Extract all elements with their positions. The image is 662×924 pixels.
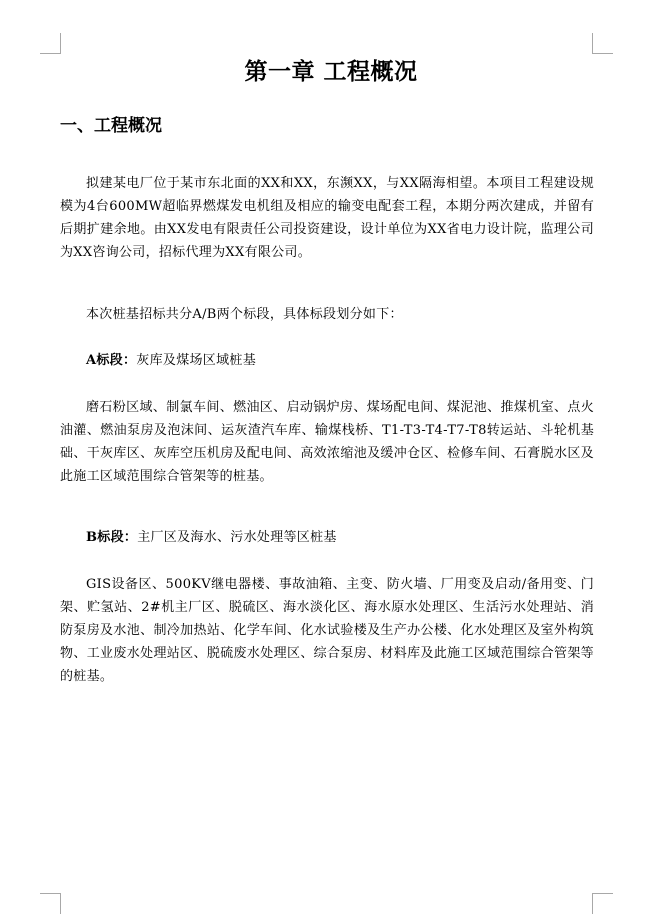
chapter-title: 第一章 工程概况 [244,58,418,85]
section-b-title: 主厂区及海水、污水处理等区桩基 [137,530,337,545]
section-a-body: 磨石粉区域、制氯车间、燃油区、启动锅炉房、煤场配电间、煤泥池、推煤机室、点火油灌、燃油泵房及泡沫间、运灰渣汽车库、输煤栈桥、T1-T3-T4-T7-T8转运站、斗轮机基础、干灰库区、灰库空压机房及配电间、高效浓缩池及缓冲仓区、检修车间、石膏脱水区及此施工区域范围综合管架等的桩基。 [60,400,594,484]
section-b-heading [60,526,594,549]
section-a-label: A标段： [86,353,137,368]
page-corner-mark-bottom-left [40,893,61,914]
overview-paragraph: 拟建某电厂位于某市东北面的XX和XX，东濒XX，与XX隔海相望。本项目工程建设规模为4台600MW超临界燃煤发电机组及相应的输变电配套工程，本期分两次建成，并留有后期扩建余地。由XX发电有限责任公司投资建设，设计单位为XX省电力设计院，监理公司为XX咨询公司，招标代理为XX有限公司。 [60,176,594,260]
section-a-title: 灰库及煤场区域桩基 [136,353,256,368]
page-corner-mark-top-left [40,33,61,54]
section-heading: 一、工程概况 [60,116,162,136]
page-corner-mark-top-right [592,33,613,54]
page-corner-mark-bottom-right [592,893,613,914]
section-b-label: B标段： [86,530,138,545]
section-b-body: GIS设备区、500KV继电器楼、事故油箱、主变、防火墙、厂用变及启动/备用变、门架、贮氢站、2#机主厂区、脱硫区、海水淡化区、海水原水处理区、生活污水处理站、消防泵房及水池、制冷加热站、化学车间、化水试验楼及生产办公楼、化水处理区及室外构筑物、工业废水处理站区、脱硫废水处理区、综合泵房、材料库及此施工区域范围综合管架等的桩基。 [60,577,594,684]
sections-intro-paragraph: 本次桩基招标共分A/B两个标段，具体标段划分如下： [86,307,403,322]
section-a-heading [60,349,594,372]
